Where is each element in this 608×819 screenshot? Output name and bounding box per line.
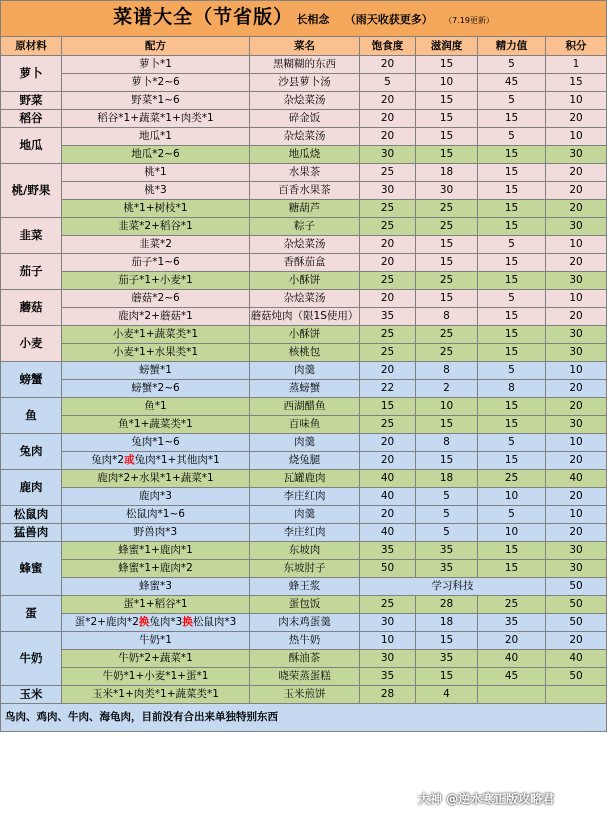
recipe-cell: 萝卜*1 [62, 56, 250, 74]
satiety-cell: 35 [360, 542, 416, 560]
table-row [1, 236, 607, 254]
satiety-cell: 20 [360, 434, 416, 452]
satiety-cell: 20 [360, 92, 416, 110]
recipe-cell: 兔肉*1~6 [62, 434, 250, 452]
dish-cell: 蛋包饭 [250, 596, 360, 614]
table-row [1, 596, 607, 614]
dish-cell: 肉末鸡蛋羹 [250, 614, 360, 632]
energy-cell: 25 [478, 470, 546, 488]
satiety-cell: 28 [360, 686, 416, 704]
satiety-cell: 25 [360, 200, 416, 218]
satiety-cell: 25 [360, 416, 416, 434]
satiety-cell: 30 [360, 614, 416, 632]
title-author: 长相念 [296, 12, 330, 26]
material-cell: 鱼 [1, 398, 62, 434]
material-cell: 蜂蜜 [1, 542, 62, 596]
header-moisture: 滋润度 [416, 37, 478, 56]
highlight-word: 或 [124, 454, 135, 466]
dish-cell: 东坡肘子 [250, 560, 360, 578]
satiety-cell: 30 [360, 650, 416, 668]
table-row [1, 668, 607, 686]
moisture-cell: 15 [416, 290, 478, 308]
points-cell: 10 [546, 92, 607, 110]
moisture-cell: 15 [416, 146, 478, 164]
table-row [1, 506, 607, 524]
points-cell: 10 [546, 290, 607, 308]
energy-cell: 15 [478, 542, 546, 560]
moisture-cell: 15 [416, 668, 478, 686]
material-cell: 鹿肉 [1, 470, 62, 506]
recipe-cell: 蜂蜜*1+鹿肉*2 [62, 560, 250, 578]
moisture-cell: 25 [416, 326, 478, 344]
points-cell: 10 [546, 506, 607, 524]
satiety-cell: 35 [360, 308, 416, 326]
table-row [1, 578, 607, 596]
header-dish: 菜名 [250, 37, 360, 56]
recipe-cell: 韭菜*2 [62, 236, 250, 254]
energy-cell: 45 [478, 74, 546, 92]
table-row [1, 416, 607, 434]
recipe-part: 蛋*2+鹿肉*2 [74, 616, 139, 628]
material-cell: 稻谷 [1, 110, 62, 128]
points-cell: 20 [546, 524, 607, 542]
dish-cell: 蒸螃蟹 [250, 380, 360, 398]
table-row [1, 74, 607, 92]
moisture-cell: 5 [416, 524, 478, 542]
table-row [1, 326, 607, 344]
energy-cell: 15 [478, 398, 546, 416]
dish-cell: 杂烩菜汤 [250, 128, 360, 146]
energy-cell: 20 [478, 632, 546, 650]
energy-cell: 5 [478, 128, 546, 146]
satiety-cell: 40 [360, 488, 416, 506]
table-row [1, 470, 607, 488]
title-cell [1, 1, 607, 37]
points-cell: 20 [546, 164, 607, 182]
dish-cell: 瓦罐鹿肉 [250, 470, 360, 488]
table-row [1, 380, 607, 398]
energy-cell: 5 [478, 236, 546, 254]
recipe-part: 兔肉*1+其他肉*1 [134, 454, 220, 466]
table-row [1, 92, 607, 110]
points-cell: 20 [546, 308, 607, 326]
points-cell: 40 [546, 650, 607, 668]
energy-cell: 5 [478, 434, 546, 452]
satiety-cell: 20 [360, 254, 416, 272]
recipe-cell: 玉米*1+肉类*1+蔬菜类*1 [62, 686, 250, 704]
dish-cell: 核桃包 [250, 344, 360, 362]
table-row [1, 56, 607, 74]
points-cell: 20 [546, 200, 607, 218]
recipe-cell: 桃*1 [62, 164, 250, 182]
satiety-cell: 10 [360, 632, 416, 650]
recipe-cell [62, 452, 250, 470]
energy-cell: 5 [478, 92, 546, 110]
recipe-cell: 螃蟹*2~6 [62, 380, 250, 398]
moisture-cell: 35 [416, 560, 478, 578]
material-cell: 兔肉 [1, 434, 62, 470]
points-cell: 50 [546, 578, 607, 596]
recipe-cell: 桃*1+树枝*1 [62, 200, 250, 218]
recipe-part: 兔肉*2 [91, 454, 125, 466]
recipe-cell: 蛋*1+稻谷*1 [62, 596, 250, 614]
table-row [1, 434, 607, 452]
energy-cell: 35 [478, 614, 546, 632]
energy-cell: 5 [478, 290, 546, 308]
moisture-cell: 2 [416, 380, 478, 398]
energy-cell: 15 [478, 272, 546, 290]
dish-cell: 小酥饼 [250, 272, 360, 290]
moisture-cell: 15 [416, 632, 478, 650]
dish-cell: 百味鱼 [250, 416, 360, 434]
dish-cell: 杂烩菜汤 [250, 236, 360, 254]
energy-cell: 15 [478, 254, 546, 272]
material-cell: 蘑菇 [1, 290, 62, 326]
moisture-cell: 18 [416, 470, 478, 488]
points-cell: 30 [546, 146, 607, 164]
recipe-cell: 螃蟹*1 [62, 362, 250, 380]
energy-cell: 15 [478, 146, 546, 164]
energy-cell: 10 [478, 488, 546, 506]
footer-note: 鸟肉、鸡肉、牛肉、海龟肉，目前没有合出来单独特别东西 [1, 704, 607, 732]
dish-cell: 烧兔腿 [250, 452, 360, 470]
table-row [1, 128, 607, 146]
dish-cell: 碎金饭 [250, 110, 360, 128]
recipe-cell: 牛奶*1 [62, 632, 250, 650]
moisture-cell: 25 [416, 218, 478, 236]
dish-cell: 蘑菇炖肉（限1S使用） [250, 308, 360, 326]
recipe-cell: 鱼*1 [62, 398, 250, 416]
energy-cell: 8 [478, 380, 546, 398]
table-row [1, 488, 607, 506]
dish-cell: 杂烩菜汤 [250, 92, 360, 110]
points-cell: 1 [546, 56, 607, 74]
energy-cell: 5 [478, 362, 546, 380]
recipe-cell: 韭菜*2+稻谷*1 [62, 218, 250, 236]
dish-cell: 肉羹 [250, 362, 360, 380]
moisture-cell: 15 [416, 416, 478, 434]
recipe-cell: 地瓜*1 [62, 128, 250, 146]
satiety-cell: 20 [360, 110, 416, 128]
footer-row [1, 704, 607, 732]
satiety-cell: 22 [360, 380, 416, 398]
satiety-cell: 20 [360, 236, 416, 254]
material-cell: 小麦 [1, 326, 62, 362]
moisture-cell: 15 [416, 236, 478, 254]
recipe-cell: 鱼*1+蔬菜类*1 [62, 416, 250, 434]
moisture-cell: 15 [416, 110, 478, 128]
dish-cell: 肉羹 [250, 434, 360, 452]
points-cell: 40 [546, 470, 607, 488]
recipe-cell: 茄子*1~6 [62, 254, 250, 272]
dish-cell: 东坡肉 [250, 542, 360, 560]
points-cell: 10 [546, 128, 607, 146]
points-cell: 20 [546, 452, 607, 470]
header-energy: 精力值 [478, 37, 546, 56]
dish-cell: 粽子 [250, 218, 360, 236]
points-cell: 20 [546, 182, 607, 200]
recipe-cell: 萝卜*2~6 [62, 74, 250, 92]
moisture-cell: 5 [416, 488, 478, 506]
table-row [1, 686, 607, 704]
energy-cell: 15 [478, 452, 546, 470]
moisture-cell: 25 [416, 344, 478, 362]
moisture-cell: 15 [416, 452, 478, 470]
dish-cell: 蜂王浆 [250, 578, 360, 596]
moisture-cell: 35 [416, 650, 478, 668]
satiety-cell: 40 [360, 470, 416, 488]
energy-cell: 5 [478, 56, 546, 74]
energy-cell: 15 [478, 344, 546, 362]
energy-cell: 25 [478, 596, 546, 614]
recipe-cell: 蜂蜜*1+鹿肉*1 [62, 542, 250, 560]
energy-cell: 45 [478, 668, 546, 686]
page-title: 菜谱大全（节省版） [113, 5, 294, 28]
dish-cell: 沙县萝卜汤 [250, 74, 360, 92]
points-cell [546, 686, 607, 704]
points-cell: 20 [546, 488, 607, 506]
recipe-cell: 牛奶*2+蔬菜*1 [62, 650, 250, 668]
table-row [1, 524, 607, 542]
moisture-cell: 15 [416, 128, 478, 146]
satiety-cell: 30 [360, 146, 416, 164]
dish-cell: 水果茶 [250, 164, 360, 182]
energy-cell: 15 [478, 110, 546, 128]
satiety-cell: 25 [360, 218, 416, 236]
header-material: 原材料 [1, 37, 62, 56]
recipe-cell: 野菜*1~6 [62, 92, 250, 110]
moisture-cell: 5 [416, 506, 478, 524]
header-points: 积分 [546, 37, 607, 56]
energy-cell: 15 [478, 182, 546, 200]
energy-cell: 15 [478, 218, 546, 236]
points-cell: 30 [546, 560, 607, 578]
satiety-cell: 15 [360, 398, 416, 416]
table-row [1, 290, 607, 308]
energy-cell: 5 [478, 506, 546, 524]
recipe-cell: 松鼠肉*1~6 [62, 506, 250, 524]
satiety-cell: 20 [360, 128, 416, 146]
material-cell: 地瓜 [1, 128, 62, 164]
moisture-cell: 28 [416, 596, 478, 614]
points-cell: 20 [546, 398, 607, 416]
table-row [1, 146, 607, 164]
material-cell: 桃/野果 [1, 164, 62, 218]
energy-cell: 15 [478, 200, 546, 218]
recipe-cell: 蜂蜜*3 [62, 578, 250, 596]
recipe-cell: 鹿肉*2+水果*1+蔬菜*1 [62, 470, 250, 488]
recipe-cell: 茄子*1+小麦*1 [62, 272, 250, 290]
table-row [1, 272, 607, 290]
table-row [1, 164, 607, 182]
energy-cell: 15 [478, 164, 546, 182]
recipe-cell: 桃*3 [62, 182, 250, 200]
header-recipe: 配方 [62, 37, 250, 56]
table-row [1, 614, 607, 632]
material-cell: 野菜 [1, 92, 62, 110]
satiety-cell: 25 [360, 596, 416, 614]
points-cell: 30 [546, 542, 607, 560]
energy-cell: 40 [478, 650, 546, 668]
moisture-cell: 4 [416, 686, 478, 704]
table-row [1, 218, 607, 236]
moisture-cell: 10 [416, 74, 478, 92]
energy-cell: 10 [478, 524, 546, 542]
dish-cell: 西湖醋鱼 [250, 398, 360, 416]
satiety-cell: 40 [360, 524, 416, 542]
dish-cell: 小酥饼 [250, 326, 360, 344]
moisture-cell: 15 [416, 92, 478, 110]
material-cell: 韭菜 [1, 218, 62, 254]
material-cell: 牛奶 [1, 632, 62, 686]
table-row [1, 560, 607, 578]
points-cell: 30 [546, 344, 607, 362]
satiety-cell: 5 [360, 74, 416, 92]
recipe-cell: 稻谷*1+蔬菜*1+肉类*1 [62, 110, 250, 128]
moisture-cell: 25 [416, 272, 478, 290]
points-cell: 10 [546, 362, 607, 380]
title-date: （7.19更新） [444, 15, 494, 25]
dish-cell: 杂烩菜汤 [250, 290, 360, 308]
merged-note-cell: 学习科技 [360, 578, 546, 596]
highlight-word: 换 [138, 616, 150, 628]
table-row [1, 308, 607, 326]
material-cell: 螃蟹 [1, 362, 62, 398]
points-cell: 20 [546, 380, 607, 398]
material-cell: 萝卜 [1, 56, 62, 92]
dish-cell: 地瓜烧 [250, 146, 360, 164]
dish-cell: 百香水果茶 [250, 182, 360, 200]
header-satiety: 饱食度 [360, 37, 416, 56]
moisture-cell: 18 [416, 164, 478, 182]
points-cell: 30 [546, 218, 607, 236]
energy-cell: 15 [478, 416, 546, 434]
points-cell: 50 [546, 596, 607, 614]
table-row [1, 650, 607, 668]
moisture-cell: 15 [416, 254, 478, 272]
satiety-cell: 25 [360, 272, 416, 290]
material-cell: 茄子 [1, 254, 62, 290]
points-cell: 30 [546, 272, 607, 290]
dish-cell: 哓荣蒸蛋糕 [250, 668, 360, 686]
satiety-cell: 25 [360, 326, 416, 344]
moisture-cell: 15 [416, 56, 478, 74]
moisture-cell: 25 [416, 200, 478, 218]
satiety-cell: 20 [360, 506, 416, 524]
material-cell: 蛋 [1, 596, 62, 632]
points-cell: 50 [546, 668, 607, 686]
header-row [1, 37, 607, 56]
recipe-part: 兔肉*3 [149, 616, 183, 628]
points-cell: 30 [546, 416, 607, 434]
energy-cell: 15 [478, 560, 546, 578]
recipe-cell: 鹿肉*2+蘑菇*1 [62, 308, 250, 326]
satiety-cell: 20 [360, 56, 416, 74]
points-cell: 50 [546, 614, 607, 632]
points-cell: 20 [546, 254, 607, 272]
satiety-cell: 20 [360, 452, 416, 470]
recipe-cell: 小麦*1+水果类*1 [62, 344, 250, 362]
material-cell: 猛兽肉 [1, 524, 62, 542]
satiety-cell: 20 [360, 290, 416, 308]
recipe-cell: 牛奶*1+小麦*1+蛋*1 [62, 668, 250, 686]
satiety-cell: 25 [360, 164, 416, 182]
table-row [1, 344, 607, 362]
dish-cell: 香酥茄盒 [250, 254, 360, 272]
moisture-cell: 18 [416, 614, 478, 632]
dish-cell: 黑糊糊的东西 [250, 56, 360, 74]
game-logo-icon [484, 738, 602, 794]
moisture-cell: 35 [416, 542, 478, 560]
points-cell: 30 [546, 326, 607, 344]
title-row [1, 1, 607, 37]
energy-cell [478, 686, 546, 704]
moisture-cell: 30 [416, 182, 478, 200]
moisture-cell: 8 [416, 434, 478, 452]
table-row [1, 632, 607, 650]
material-cell: 松鼠肉 [1, 506, 62, 524]
moisture-cell: 10 [416, 398, 478, 416]
table-row [1, 200, 607, 218]
dish-cell: 糖葫芦 [250, 200, 360, 218]
dish-cell: 李庄红肉 [250, 488, 360, 506]
table-row [1, 362, 607, 380]
recipe-cell: 野兽肉*3 [62, 524, 250, 542]
table-row [1, 542, 607, 560]
dish-cell: 热牛奶 [250, 632, 360, 650]
points-cell: 10 [546, 236, 607, 254]
dish-cell: 玉米煎饼 [250, 686, 360, 704]
recipe-cell: 地瓜*2~6 [62, 146, 250, 164]
dish-cell: 酥油茶 [250, 650, 360, 668]
satiety-cell: 20 [360, 362, 416, 380]
points-cell: 20 [546, 110, 607, 128]
points-cell: 10 [546, 434, 607, 452]
table-row [1, 452, 607, 470]
energy-cell: 15 [478, 326, 546, 344]
satiety-cell: 35 [360, 668, 416, 686]
satiety-cell: 30 [360, 182, 416, 200]
recipe-part: 松鼠肉*3 [192, 616, 237, 628]
satiety-cell: 25 [360, 344, 416, 362]
moisture-cell: 8 [416, 362, 478, 380]
dish-cell: 李庄红肉 [250, 524, 360, 542]
recipe-cell: 蘑菇*2~6 [62, 290, 250, 308]
watermark-text: 大神 @逆水寒正版攻略君 [418, 792, 555, 806]
table-row [1, 398, 607, 416]
table-row [1, 182, 607, 200]
moisture-cell: 8 [416, 308, 478, 326]
highlight-word: 换 [182, 616, 193, 628]
points-cell: 20 [546, 632, 607, 650]
table-row [1, 110, 607, 128]
dish-cell: 肉羹 [250, 506, 360, 524]
satiety-cell: 50 [360, 560, 416, 578]
recipe-cell: 鹿肉*3 [62, 488, 250, 506]
table-row [1, 254, 607, 272]
recipe-cell [62, 614, 250, 632]
material-cell: 玉米 [1, 686, 62, 704]
title-note: （雨天收获更多） [344, 12, 433, 26]
energy-cell: 15 [478, 308, 546, 326]
points-cell: 15 [546, 74, 607, 92]
recipe-cell: 小麦*1+蔬菜类*1 [62, 326, 250, 344]
